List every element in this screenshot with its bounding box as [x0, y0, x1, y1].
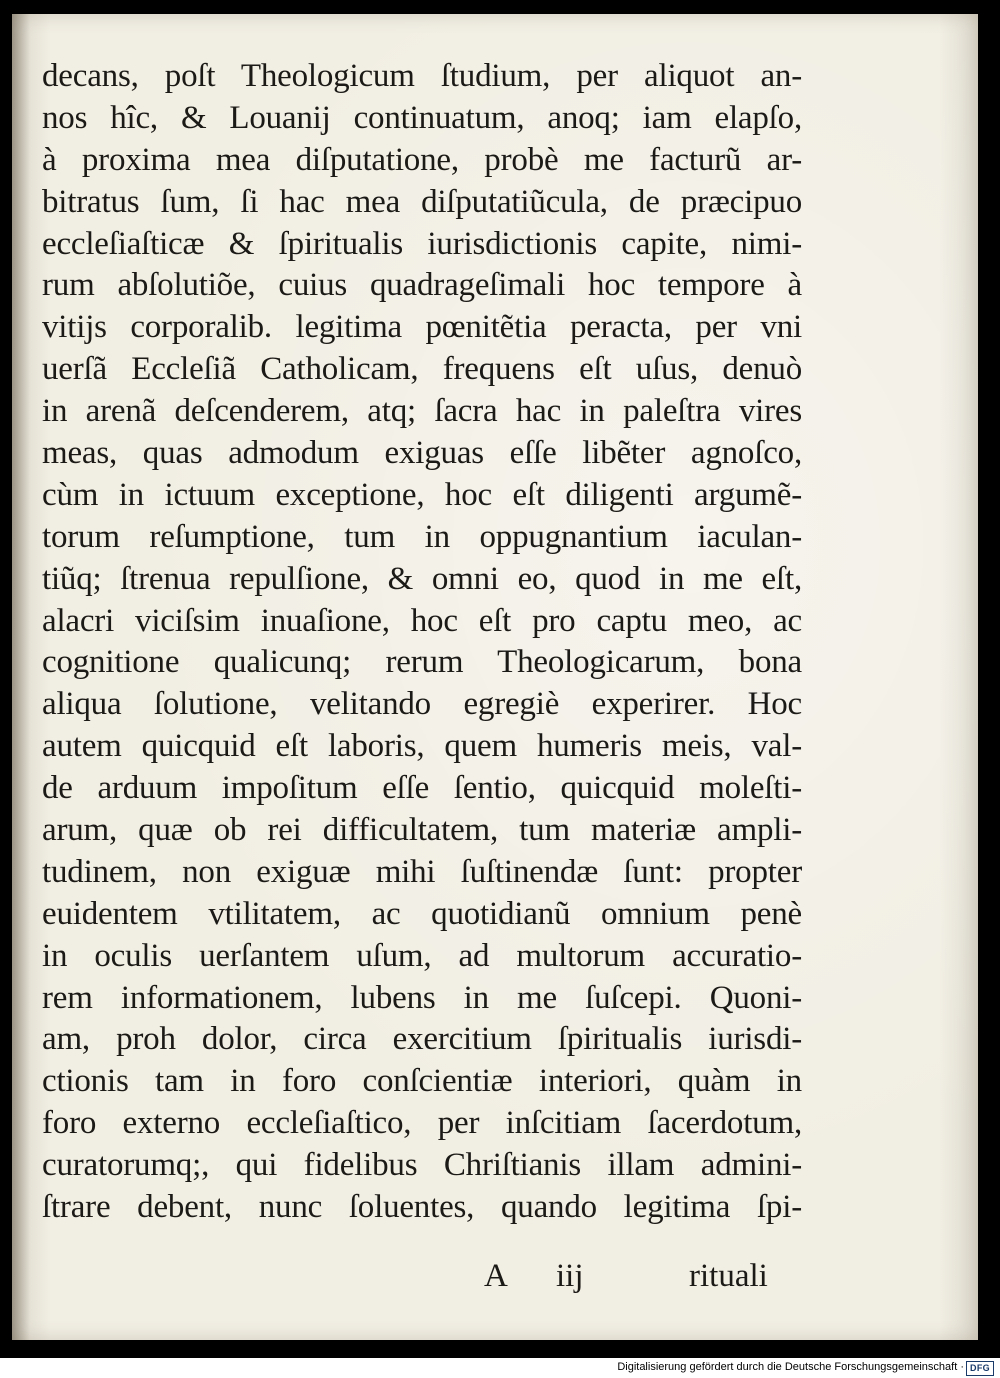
- text-line: euidentem vtilitatem, ac quotidianũ omnium penè: [42, 895, 802, 932]
- text-line: nos hîc, & Louanij continuatum, anoq; iam elapſo,: [42, 99, 802, 136]
- text-line: de arduum impoſitum eſſe ſentio, quicquid moleſti-: [42, 770, 802, 807]
- text-line: vitijs corporalib. legitima pœnitẽtia peracta, per vni: [42, 309, 802, 346]
- text-line: in arenã deſcenderem, atq; ſacra hac in paleſtra vires: [42, 393, 802, 430]
- text-line: cùm in ictuum exceptione, hoc eſt diligenti argumẽ-: [42, 476, 802, 513]
- text-line: torum reſumptione, tum in oppugnantium iaculan-: [42, 518, 802, 555]
- body-text: [42, 56, 802, 1229]
- text-line: à proxima mea diſputatione, probè me facturũ ar-: [42, 141, 802, 178]
- text-line: eccleſiaſticæ & ſpiritualis iurisdictionis capite, nimi-: [42, 225, 802, 262]
- book-page: [12, 14, 978, 1340]
- page-gutter-shadow: [12, 14, 30, 1340]
- signature-line: [484, 1258, 784, 1300]
- text-line: rem informationem, lubens in me ſuſcepi. Quoni-: [42, 979, 802, 1016]
- text-line: decans, poſt Theologicum ſtudium, per aliquot an-: [42, 58, 802, 94]
- text-line: uerſã Eccleſiã Catholicam, frequens eſt uſus, denuò: [42, 351, 802, 388]
- text-line: ſtrare debent, nunc ſoluentes, quando legitima ſpi-: [42, 1189, 802, 1226]
- dfg-logo-text: DFG: [970, 1363, 990, 1373]
- digitization-footer: [0, 1358, 1000, 1378]
- text-line: arum, quæ ob rei difficultatem, tum materiæ ampli-: [42, 812, 802, 849]
- funding-credit: Digitalisierung gefördert durch die Deutsche Forschungsgemeinschaft ·: [617, 1361, 964, 1373]
- text-line: tiũq; ſtrenua repulſione, & omni eo, quod in me eſt,: [42, 560, 802, 597]
- text-line: curatorumq;, qui fidelibus Chriſtianis illam admini-: [42, 1147, 802, 1184]
- text-line: ctionis tam in foro conſcientiæ interiori, quàm in: [42, 1063, 802, 1100]
- text-line: tudinem, non exiguæ mihi ſuſtinendæ ſunt: propter: [42, 853, 802, 890]
- signature-mark: A: [484, 1258, 508, 1294]
- text-line: rum abſolutiõe, cuius quadrageſimali hoc tempore à: [42, 267, 802, 304]
- text-line: foro externo eccleſiaſtico, per inſcitiam ſacerdotum,: [42, 1105, 802, 1142]
- text-line: alacri viciſsim inuaſione, hoc eſt pro captu meo, ac: [42, 602, 802, 639]
- text-line: autem quicquid eſt laboris, quem humeris meis, val-: [42, 728, 802, 765]
- text-line: cognitione qualicunq; rerum Theologicarum, bona: [42, 644, 802, 681]
- catchword: rituali: [689, 1258, 768, 1294]
- text-line: in oculis uerſantem uſum, ad multorum accuratio-: [42, 937, 802, 974]
- text-line: meas, quas admodum exiguas eſſe libẽter agnoſco,: [42, 435, 802, 472]
- text-line: bitratus ſum, ſi hac mea diſputatiũcula, de præcipuo: [42, 183, 802, 220]
- text-line: aliqua ſolutione, velitando egregiè experirer. Hoc: [42, 686, 802, 723]
- text-line: am, proh dolor, circa exercitium ſpiritualis iurisdi-: [42, 1021, 802, 1058]
- signature-number: iij: [556, 1258, 584, 1294]
- dfg-logo-icon: [966, 1361, 994, 1376]
